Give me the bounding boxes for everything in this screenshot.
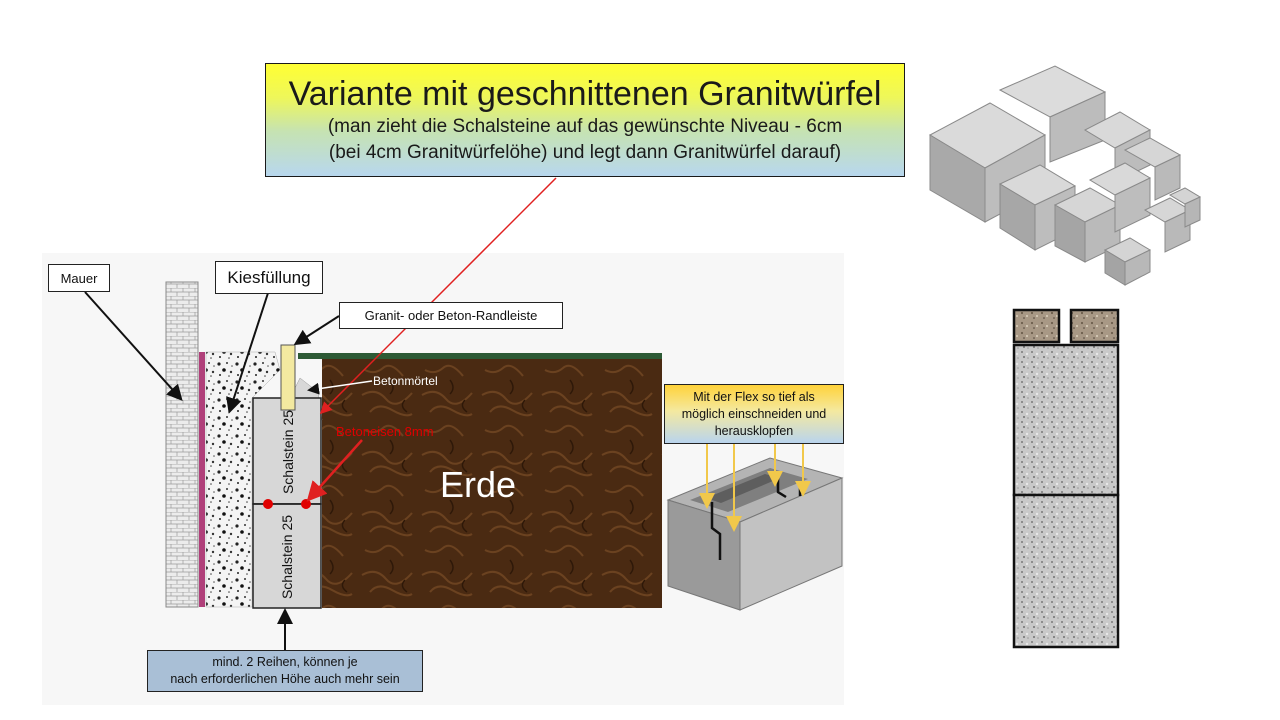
kies-callout: Kiesfüllung — [215, 261, 323, 294]
granite-cubes-illustration — [930, 66, 1200, 285]
grass-strip — [298, 353, 662, 359]
rebar-left — [263, 499, 273, 509]
mauer-callout: Mauer — [48, 264, 110, 292]
reihen-note-box — [147, 650, 423, 692]
flex-line-3: herausklopfen — [714, 423, 794, 438]
border-strip — [281, 345, 295, 410]
schalstein-bottom-label: Schalstein 25 — [279, 514, 295, 600]
flex-instruction-box — [664, 384, 844, 444]
granite-slab-bottom — [1014, 495, 1118, 647]
title-sub-line-1: (man zieht die Schalsteine auf das gewünschte Niveau - 6cm — [327, 116, 843, 137]
reihen-line-2: nach erforderlichen Höhe auch mehr sein — [170, 672, 400, 686]
flex-line-2: möglich einschneiden und — [681, 406, 827, 421]
wall-membrane — [199, 352, 205, 607]
title-main: Variante mit geschnittenen Granitwürfel — [288, 75, 882, 113]
granite-slab-top — [1014, 345, 1118, 495]
granite-cube-right — [1071, 310, 1118, 342]
granite-cube-left — [1014, 310, 1059, 342]
flex-line-1: Mit der Flex so tief als — [693, 389, 815, 404]
rebar-right — [301, 499, 311, 509]
betoneisen-label: Betoneisen 8mm — [336, 424, 434, 439]
title-sub-line-2: (bei 4cm Granitwürfelöhe) und legt dann Granitwürfel darauf) — [328, 142, 842, 163]
randleiste-callout: Granit- oder Beton-Randleiste — [339, 302, 563, 329]
wall — [166, 282, 198, 607]
reihen-line-1: mind. 2 Reihen, können je — [212, 655, 358, 669]
betonmoertel-label: Betonmörtel — [373, 374, 438, 388]
erde-label: Erde — [439, 464, 517, 505]
schalstein-top-label: Schalstein 25 — [280, 409, 296, 495]
